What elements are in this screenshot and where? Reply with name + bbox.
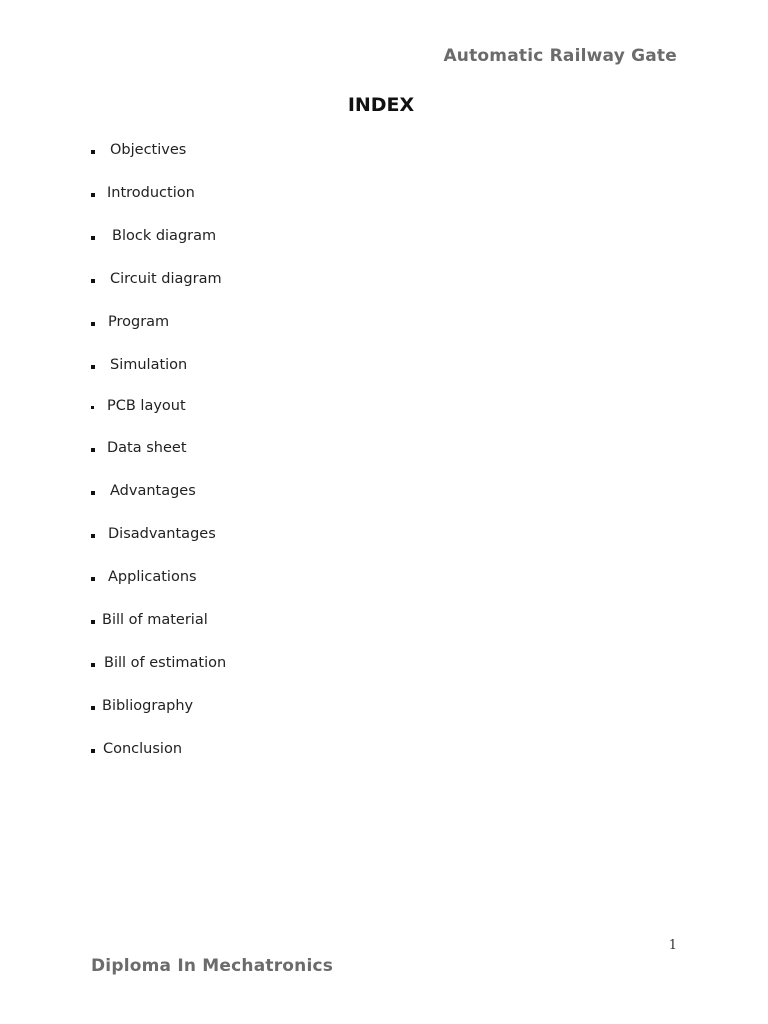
toc-item-data-sheet	[90, 438, 187, 458]
toc-item-label: Disadvantages	[108, 526, 216, 542]
bullet-icon	[91, 406, 94, 409]
toc-item-objectives	[90, 140, 186, 160]
bullet-icon	[91, 663, 95, 667]
toc-item-label: Advantages	[110, 483, 196, 499]
bullet-icon	[91, 448, 95, 452]
toc-item-label: Bill of material	[102, 612, 208, 628]
toc-item-program	[90, 312, 169, 332]
bullet-icon	[91, 577, 95, 581]
bullet-icon	[91, 534, 95, 538]
toc-item-label: Objectives	[110, 142, 187, 158]
toc-item-block-diagram	[90, 226, 216, 246]
toc-item-label: Data sheet	[107, 440, 187, 456]
toc-item-pcb-layout	[90, 396, 186, 416]
bullet-icon	[91, 236, 95, 240]
toc-item-label: Simulation	[110, 357, 188, 373]
toc-item-label: Applications	[108, 569, 197, 585]
toc-item-label: Block diagram	[112, 228, 217, 244]
toc-item-label: Bibliography	[102, 698, 194, 714]
bullet-icon	[91, 620, 95, 624]
toc-item-label: Program	[108, 314, 170, 330]
toc-item-advantages	[90, 481, 196, 501]
toc-item-introduction	[90, 183, 195, 203]
bullet-icon	[91, 491, 95, 495]
toc-item-label: Circuit diagram	[110, 271, 222, 287]
toc-item-bibliography	[90, 696, 193, 716]
toc-item-label: PCB layout	[107, 398, 186, 414]
toc-item-simulation	[90, 355, 187, 375]
bullet-icon	[91, 322, 95, 326]
header-title: Automatic Railway Gate	[443, 46, 677, 66]
bullet-icon	[91, 279, 95, 283]
bullet-icon	[91, 193, 95, 197]
toc-item-applications	[90, 567, 197, 587]
toc-item-bill-of-material	[90, 610, 208, 630]
bullet-icon	[91, 706, 95, 710]
footer-title: Diploma In Mechatronics	[91, 956, 334, 976]
bullet-icon	[91, 150, 95, 154]
bullet-icon	[91, 749, 95, 753]
toc-item-conclusion	[90, 739, 182, 759]
toc-item-label: Introduction	[107, 185, 195, 201]
toc-item-bill-of-estimation	[90, 653, 226, 673]
toc-item-label: Bill of estimation	[104, 655, 227, 671]
toc-item-disadvantages	[90, 524, 216, 544]
index-heading: INDEX	[347, 94, 415, 116]
page-number: 1	[668, 938, 677, 953]
bullet-icon	[91, 365, 95, 369]
toc-item-circuit-diagram	[90, 269, 222, 289]
toc-item-label: Conclusion	[103, 741, 183, 757]
